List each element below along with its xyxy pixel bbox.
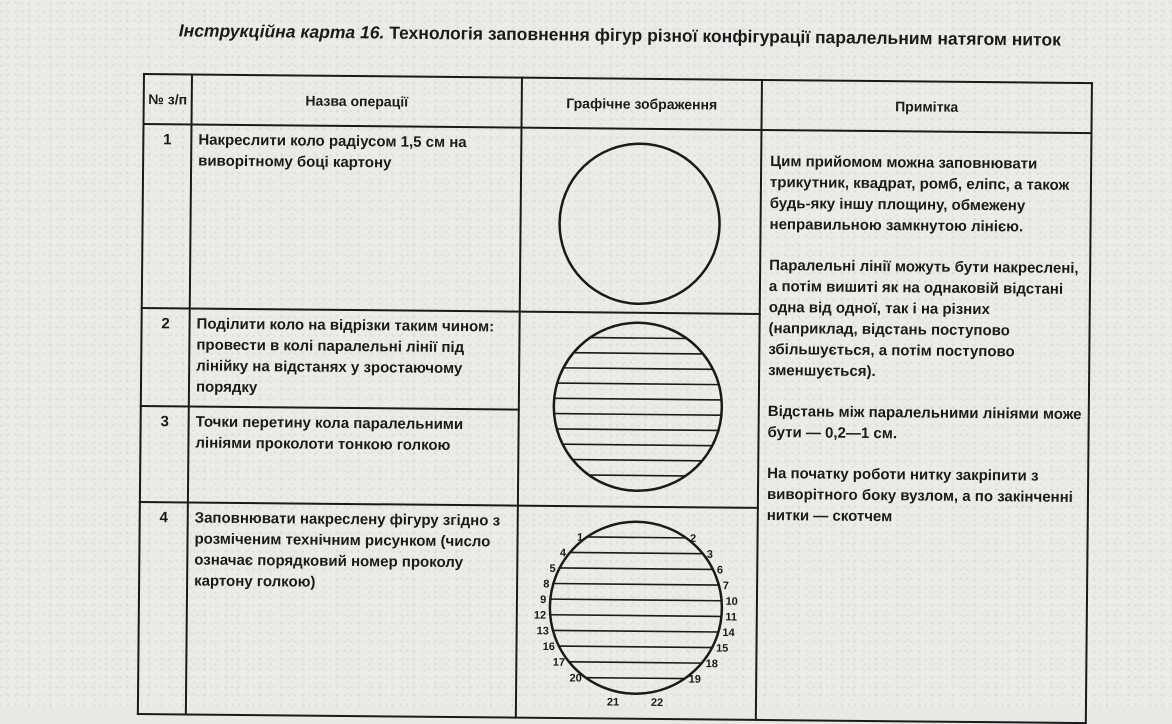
note-paragraph: Паралельні лінії можуть бути накреслені, а потім вишиті як на однаковій відстані одна від одної, так і на різних (наприклад, відстань поступово збільшується, а потім поступово зменшується). [768, 257, 1079, 381]
graphic-cell [520, 128, 762, 314]
puncture-number: 17 [552, 656, 566, 669]
note-paragraph: Цим прийомом можна заповнювати трикутник, квадрат, ромб, еліпс, а також будь-яку іншу площину, обмежену неправильною замкнутою лінією. [769, 153, 1070, 236]
hatch-lines [554, 337, 723, 476]
puncture-number: 19 [688, 673, 701, 686]
row-num: 4 [138, 502, 188, 714]
puncture-number: 18 [705, 658, 718, 671]
graphic-cell [518, 312, 760, 508]
puncture-number: 5 [549, 562, 556, 575]
puncture-number: 11 [725, 611, 738, 624]
hatch-line [557, 383, 719, 385]
puncture-number: 13 [536, 625, 549, 638]
header-num: № з/п [144, 74, 192, 124]
puncture-number: 6 [716, 564, 724, 577]
puncture-number: 12 [533, 609, 547, 622]
hatch-line [589, 475, 686, 476]
hatch-line [557, 429, 719, 431]
puncture-number: 4 [559, 547, 567, 560]
puncture-number: 8 [543, 578, 550, 591]
table-row [142, 124, 1092, 317]
row-num: 2 [141, 308, 190, 406]
puncture-number: 3 [706, 548, 713, 561]
hatch-line [559, 646, 712, 647]
puncture-number: 9 [540, 594, 547, 607]
circle-outline-graphic [521, 129, 759, 307]
row-operation: Накреслити коло радіусом 1,5 см на виворітному боці картону [190, 124, 522, 311]
header-operation: Назва операції [192, 74, 522, 127]
hatch-line [553, 630, 718, 632]
numbered-circle-graphic [517, 507, 755, 713]
graphic-cell [516, 506, 758, 720]
title-text: Технологія заповнення фігур різної конфігурації паралельним натягом ниток [384, 22, 1062, 50]
puncture-number: 2 [689, 532, 697, 545]
puncture-number: 22 [650, 696, 664, 710]
puncture-number: 16 [542, 640, 555, 654]
row-num: 1 [142, 124, 192, 308]
hatch-line [550, 615, 721, 617]
note-paragraph: На початку роботи нитку закріпити з виворітного боку вузлом, а по закінченні нитки — скотчем [766, 465, 1073, 526]
row-operation: Точки перетину кола паралельними лініями проколоти тонкою голкою [188, 406, 519, 505]
hatch-line [560, 568, 713, 569]
puncture-number: 10 [725, 595, 738, 608]
hatch-line [587, 537, 686, 538]
puncture-number: 7 [722, 580, 730, 593]
puncture-number: 21 [606, 696, 620, 709]
puncture-number: 20 [569, 672, 582, 685]
hatch-line [569, 662, 702, 663]
puncture-labels [533, 531, 738, 709]
hatched-circle-graphic [519, 313, 757, 501]
hatched-circle-outline [553, 322, 723, 492]
hatch-line [586, 678, 685, 679]
hatch-line [553, 584, 718, 586]
notes-cell [756, 130, 1092, 723]
row-operation: Поділити коло на відрізки таким чином: провести в колі паралельні лінії під лінійку на відстанях у зростаючому порядку [189, 308, 520, 409]
header-graphic: Графічне зображення [521, 78, 761, 130]
header-row [144, 74, 1092, 133]
hatch-line [573, 460, 703, 461]
hatch-line [574, 353, 704, 354]
note-paragraph: Відстань між паралельними лініями може бути — 0,2—1 см. [767, 403, 1082, 443]
header-note: Примітка [761, 80, 1091, 133]
puncture-number: 15 [716, 642, 729, 655]
hatch-line [570, 552, 703, 553]
hatch-line [554, 398, 721, 400]
row-num: 3 [140, 406, 189, 502]
puncture-number: 14 [722, 627, 735, 640]
title-lead: Інструкційна карта 16. [178, 20, 385, 43]
circle-outline [559, 143, 721, 305]
page-title [140, 20, 1100, 51]
hatch-line [563, 444, 713, 445]
row-operation: Заповнювати накреслену фігуру згідно з розміченим технічним рисунком (число означає порядковий номер проколу картону голкою) [186, 502, 518, 717]
hatch-line [550, 599, 721, 601]
instruction-table [137, 73, 1091, 710]
hatch-line [554, 414, 721, 416]
hatch-line [590, 338, 687, 339]
hatch-line [563, 368, 713, 369]
numbered-circle-outline [549, 521, 723, 695]
numbered-lines [550, 537, 723, 679]
puncture-number: 1 [576, 531, 584, 544]
